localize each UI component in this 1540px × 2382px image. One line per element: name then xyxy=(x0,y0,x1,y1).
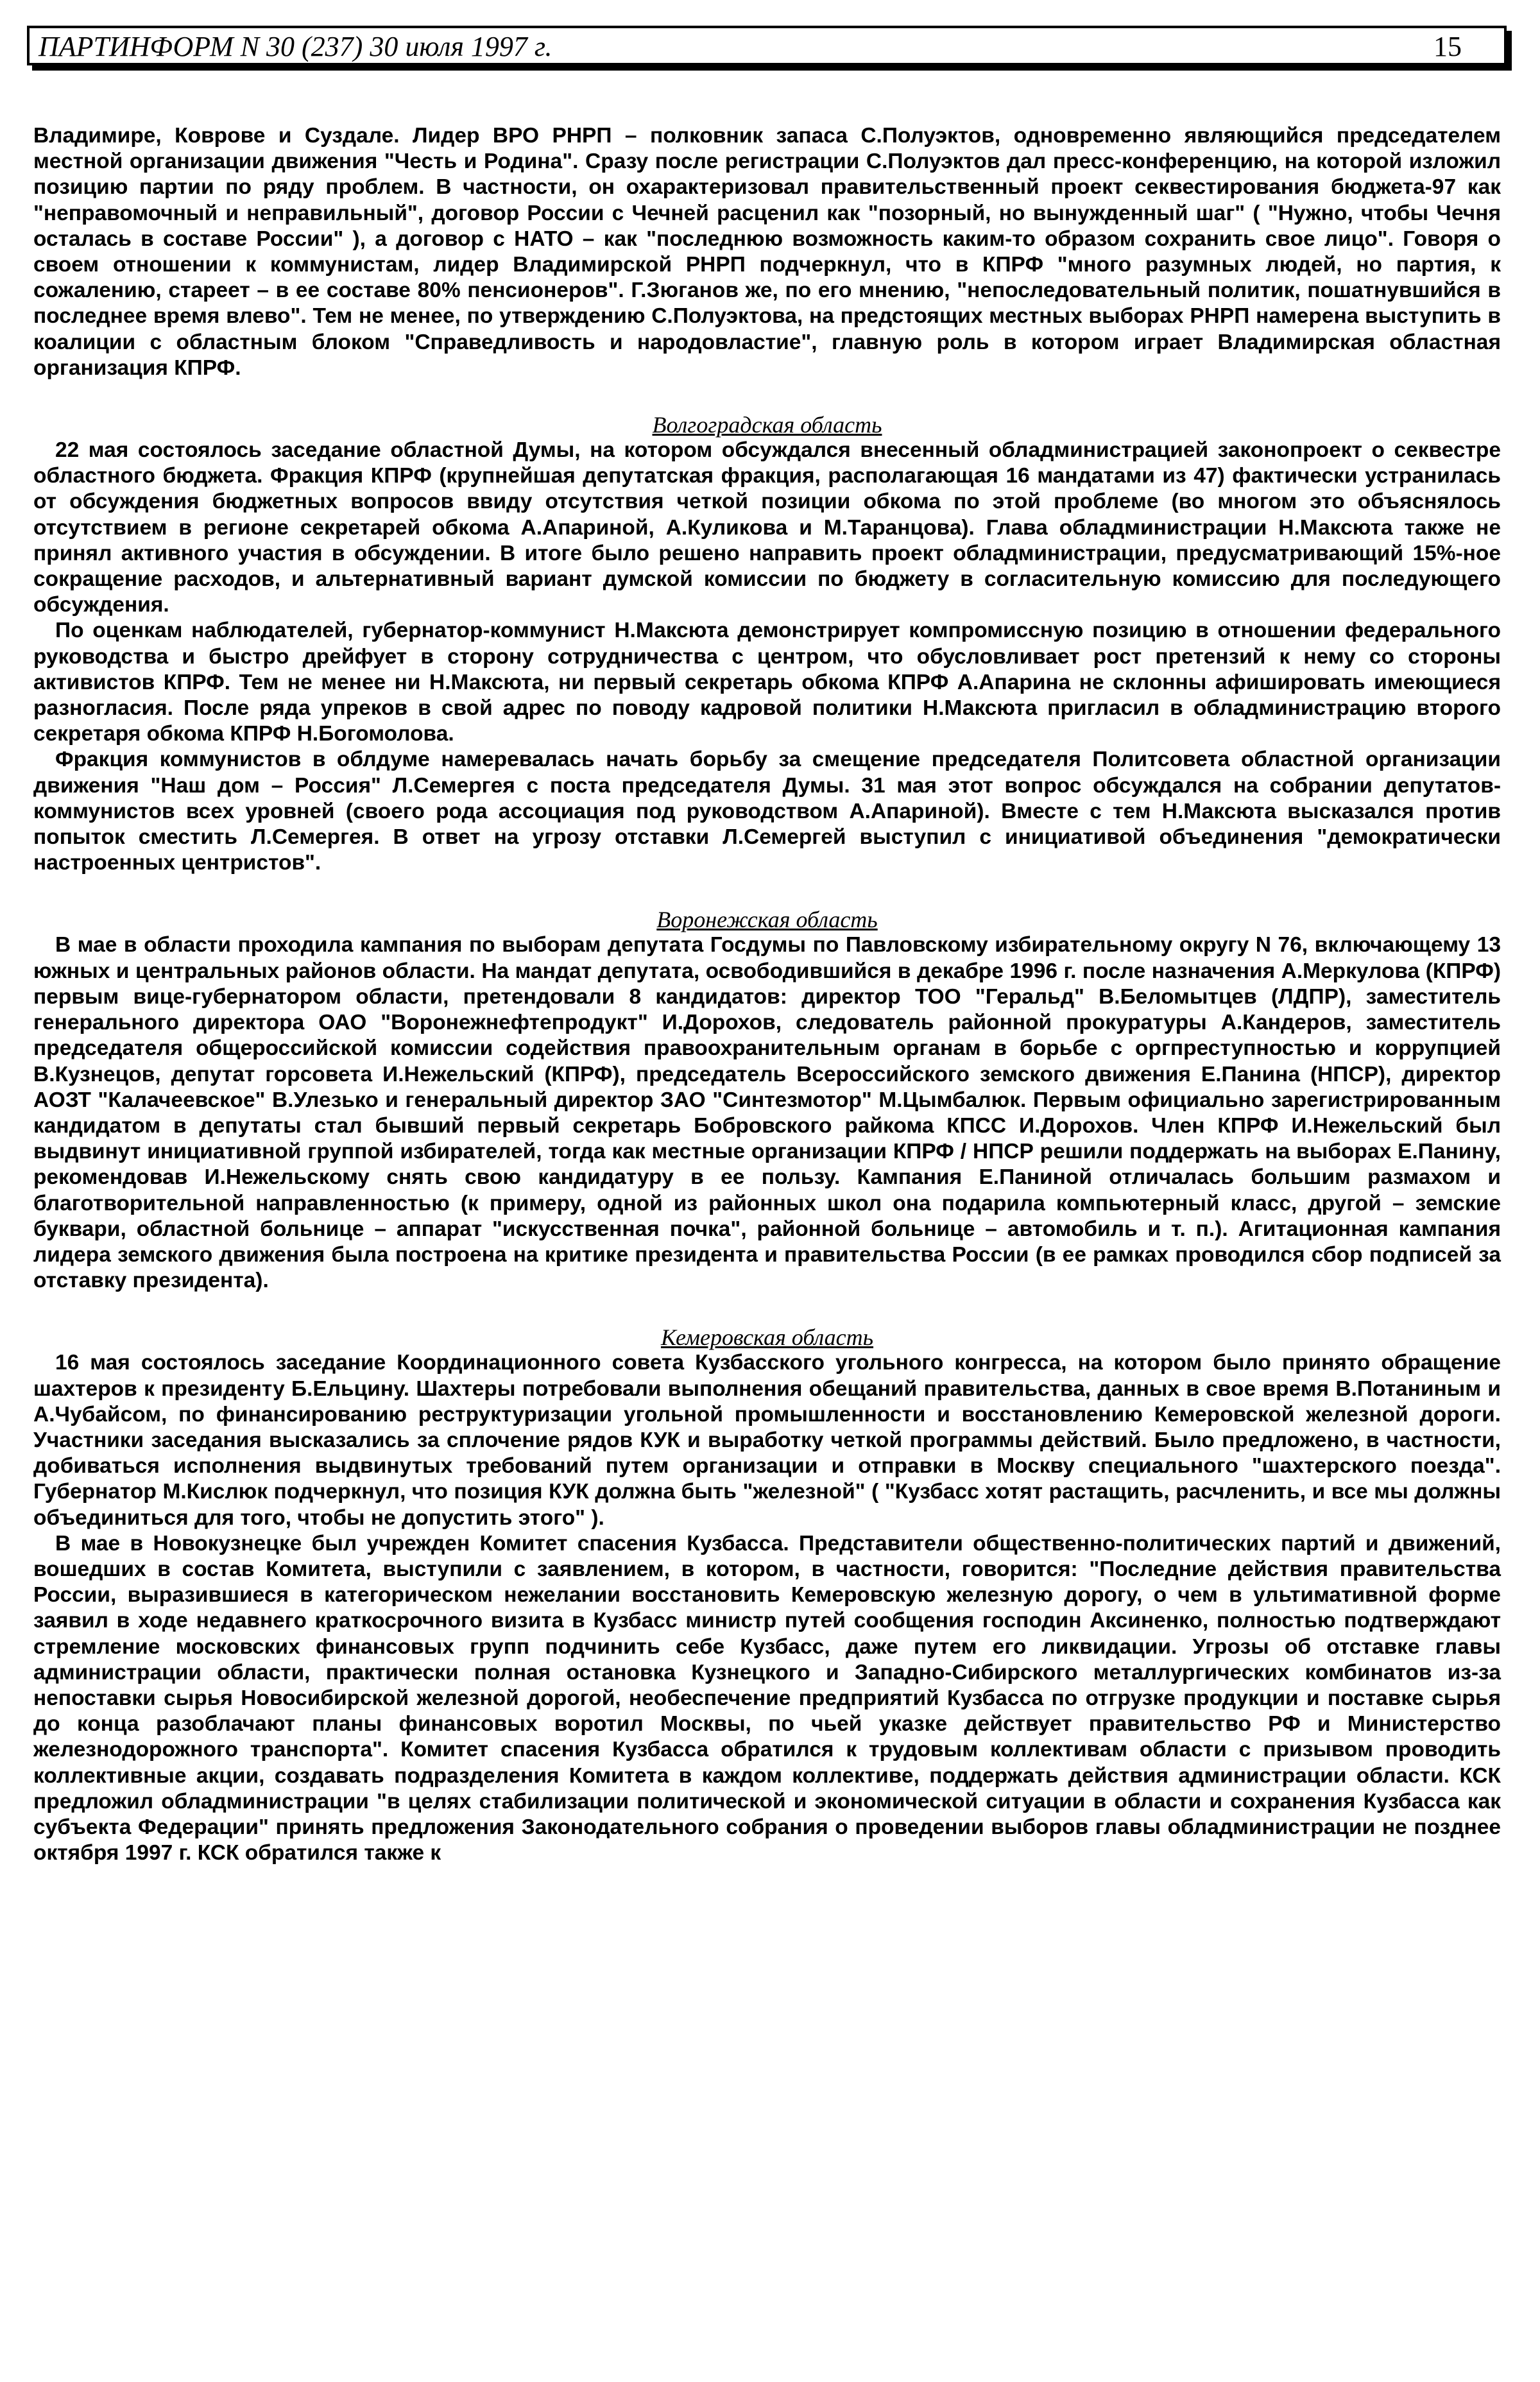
article-body xyxy=(33,123,1501,1866)
section-heading: Волгоградская область xyxy=(652,412,882,438)
intro-paragraph: Владимире, Коврове и Суздале. Лидер ВРО РНРП – полковник запаса С.Полуэктов, одновременно являющийся председателем местной организации движения "Честь и Родина". Сразу после регистрации С.Полуэктов дал пресс-конференцию, на которой изложил позицию партии по ряду проблем. В частности, он охарактеризовал правительственный проект секвестирования бюджета-97 как "неправомочный и неправильный", договор России с Чечней расценил как "позорный, но вынужденный шаг" ( "Нужно, чтобы Чечня осталась в составе России" ), а договор с НАТО – как "последнюю возможность каким-то образом сохранить свое лицо". Говоря о своем отношении к коммунистам, лидер Владимирской РНРП подчеркнул, что в КПРФ "много разумных людей, но партия, к сожалению, стареет – в ее составе 80% пенсионеров". Г.Зюганов же, по его мнению, "непоследовательный политик, пошатнувшийся в последнее время влево". Тем не менее, по утверждению С.Полуэктова, на предстоящих местных выборах РНРП намерена выступить в коалиции с областным блоком "Справедливость и народовластие", главную роль в котором играет Владимирская областная организация КПРФ. xyxy=(33,124,1501,380)
section-spacer xyxy=(33,876,1501,907)
section-paragraph: 16 мая состоялось заседание Координационного совета Кузбасского угольного конгресса, на котором было принято обращение шахтеров к президенту Б.Ельцину. Шахтеры потребовали выполнения обещаний правительства, данных в свое время В.Потаниным и А.Чубайсом, по финансированию реструктуризации угольной промышленности и восстановлению Кемеровской железной дороги. Участники заседания высказались за сплочение рядов КУК и выработку четкой программы действий. Было предложено, в частности, добиваться исполнения выдвинутых требований путем организации и отправки в Москву специального "шахтерского поезда". Губернатор М.Кислюк подчеркнул, что позиция КУК должна быть "железной" ( "Кузбасс хотят растащить, расчленить, и все мы должны объединиться для того, чтобы не допустить этого" ). xyxy=(33,1351,1501,1530)
section-paragraph: 22 мая состоялось заседание областной Думы, на котором обсуждался внесенный обладминистрацией законопроект о секвестре областного бюджета. Фракция КПРФ (крупнейшая депутатская фракция, располагающая 16 мандатами из 47) фактически устранилась от обсуждения бюджетных вопросов ввиду отсутствия четкой позиции обкома по этой проблеме (во многом это объяснялось отсутствием в регионе секретарей обкома А.Апариной, А.Куликова и М.Таранцова). Глава обладминистрации Н.Максюта также не принял активного участия в обсуждении. В итоге было решено направить проект обладминистрации, предусматривающий 15%-ное сокращение расходов, и альтернативный вариант думской комиссии по бюджету в согласительную комиссию для последующего обсуждения. xyxy=(33,438,1501,617)
publication-title: ПАРТИНФОРМ N 30 (237) 30 июля 1997 г. xyxy=(38,31,552,62)
section-paragraph: В мае в Новокузнецке был учрежден Комитет спасения Кузбасса. Представители общественно-политических партий и движений, вошедших в состав Комитета, выступили с заявлением, в котором, в частности, говорится: "Последние действия правительства России, выразившиеся в категорическом нежелании восстановить Кемеровскую железную дорогу, о чем в ультимативной форме заявил в ходе недавнего краткосрочного визита в Кузбасс министр путей сообщения господин Аксиненко, полностью подтверждают стремление московских финансовых групп подчинить себе Кузбасс, даже путем его ликвидации. Угрозы об отставке главы администрации области, практически полная остановка Кузнецкого и Западно-Сибирского металлургических комбинатов из-за непоставки сырья Новосибирской железной дорогой, необеспечение предприятий Кузбасса по отгрузке продукции и поставке сырья до конца разоблачают планы финансовых воротил Москвы, по чьей указке действует правительство РФ и Министерство железнодорожного транспорта". Комитет спасения Кузбасса обратился к трудовым коллективам области с призывом проводить коллективные акции, создавать подразделения Комитета в каждом коллективе, поддержать действия администрации области. КСК предложил обладминистрации "в целях стабилизации политической и экономической ситуации в области и сохранения Кузбасса как субъекта Федерации" принять предложения Законодательного собрания о проведении выборов главы обладминистрации не позднее октября 1997 г. КСК обратился также к xyxy=(33,1531,1501,1865)
section-spacer xyxy=(33,381,1501,412)
section-heading: Воронежская область xyxy=(656,907,878,933)
section-paragraph: Фракция коммунистов в облдуме намеревалась начать борьбу за смещение председателя Политсовета областной организации движения "Наш дом – Россия" Л.Семергея с поста председателя Думы. 31 мая этот вопрос обсуждался на собрании депутатов-коммунистов всех уровней (своего рода ассоциация под руководством А.Апариной). Вместе с тем Н.Максюта высказался против попыток сместить Л.Семергея. В ответ на угрозу отставки Л.Семергей выступил с инициативой объединения "демократически настроенных центристов". xyxy=(33,748,1501,875)
section-paragraph: По оценкам наблюдателей, губернатор-коммунист Н.Максюта демонстрирует компромиссную позицию в отношении федерального руководства и быстро дрейфует в сторону сотрудничества с центром, что обусловливает рост претензий к нему со стороны активистов КПРФ. Тем не менее ни Н.Максюта, ни первый секретарь обкома КПРФ А.Апарина не склонны афишировать имеющиеся разногласия. После ряда упреков в свой адрес по поводу кадровой политики Н.Максюта пригласил в обладминистрацию второго секретаря обкома КПРФ Н.Богомолова. xyxy=(33,619,1501,746)
section-spacer xyxy=(33,1294,1501,1324)
section-voronezh xyxy=(33,907,1501,1294)
section-heading: Кемеровская область xyxy=(660,1324,874,1351)
section-kemerovo xyxy=(33,1324,1501,1866)
section-volgograd xyxy=(33,412,1501,876)
section-paragraph: В мае в области проходила кампания по выборам депутата Госдумы по Павловскому избирательному округу N 76, включающему 13 южных и центральных районов области. На мандат депутата, освободившийся в декабре 1996 г. после назначения А.Меркулова (КПРФ) первым вице-губернатором области, претендовали 8 кандидатов: директор ТОО "Геральд" В.Беломытцев (ЛДПР), заместитель генерального директора ОАО "Воронежнефтепродукт" И.Дорохов, следователь районной прокуратуры А.Кандеров, заместитель председателя общероссийской комиссии содействия правоохранительным органам в борьбе с оргпреступностью и коррупцией В.Кузнецов, депутат горсовета И.Нежельский (КПРФ), председатель Всероссийского земского движения Е.Панина (НПСР), директор АОЗТ "Калачеевское" В.Улезько и генеральный директор ЗАО "Синтезмотор" М.Цымбалюк. Первым официально зарегистрированным кандидатом в депутаты стал бывший первый секретарь Бобровского райкома КПСС И.Дорохов. Член КПРФ И.Нежельский был выдвинут инициативной группой избирателей, тогда как местные организации КПРФ / НПСР решили поддержать на выборах Е.Панину, рекомендовав И.Нежельскому снять свою кандидатуру в ее пользу. Кампания Е.Паниной отличалась большим размахом и благотворительной направленностью (к примеру, одной из районных школ она подарила компьютерный класс, другой – земские буквари, областной больнице – аппарат "искусственная почка", районной больнице – автомобиль и т. п.). Агитационная кампания лидера земского движения была построена на критике президента и правительства России (в ее рамках проводился сбор подписей за отставку президента). xyxy=(33,933,1501,1293)
page-header xyxy=(27,26,1507,65)
page-number: 15 xyxy=(1433,31,1462,62)
